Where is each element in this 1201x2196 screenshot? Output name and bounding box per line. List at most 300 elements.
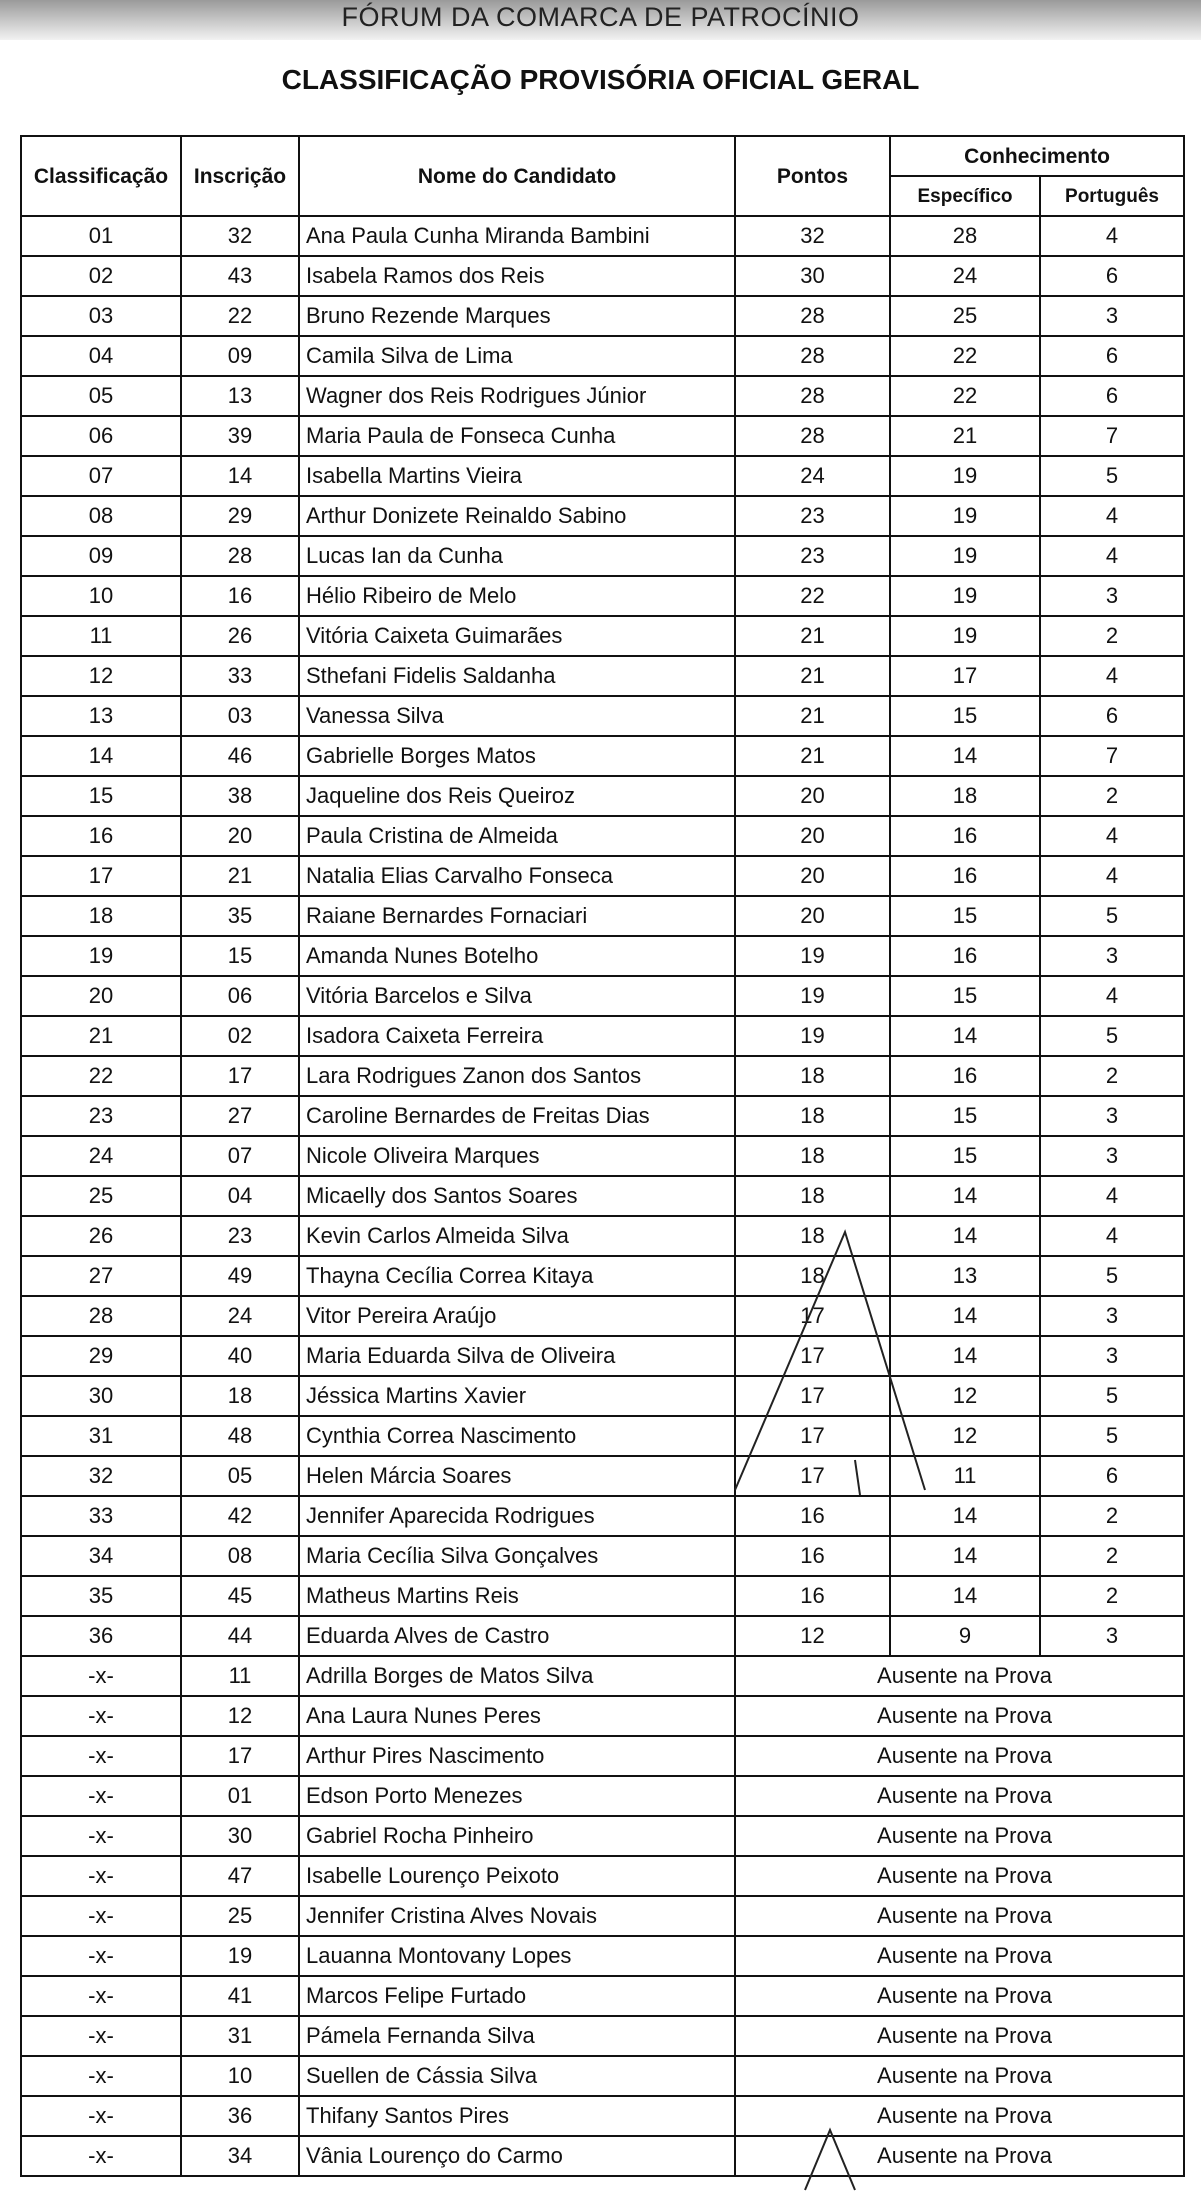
portugues-cell: 6 (1040, 376, 1184, 416)
pontos-cell: 16 (735, 1496, 890, 1536)
candidate-name-cell: Natalia Elias Carvalho Fonseca (299, 856, 735, 896)
classification-table (20, 135, 1185, 2177)
table-row (21, 336, 1184, 376)
table-row (21, 1136, 1184, 1176)
portugues-cell: 5 (1040, 1016, 1184, 1056)
table-row (21, 1096, 1184, 1136)
table-row (21, 416, 1184, 456)
portugues-cell: 6 (1040, 1456, 1184, 1496)
portugues-cell: 3 (1040, 1296, 1184, 1336)
table-row-absent (21, 1816, 1184, 1856)
inscricao-cell: 45 (181, 1576, 299, 1616)
table-row (21, 1176, 1184, 1216)
inscricao-cell: 23 (181, 1216, 299, 1256)
inscricao-cell: 06 (181, 976, 299, 1016)
especifico-cell: 14 (890, 1016, 1040, 1056)
portugues-cell: 4 (1040, 816, 1184, 856)
pontos-cell: 32 (735, 216, 890, 256)
absent-status-cell: Ausente na Prova (735, 1656, 1184, 1696)
classificacao-cell: -x- (21, 2016, 181, 2056)
classificacao-cell: 30 (21, 1376, 181, 1416)
table-row-absent (21, 2056, 1184, 2096)
portugues-cell: 7 (1040, 736, 1184, 776)
candidate-name-cell: Ana Paula Cunha Miranda Bambini (299, 216, 735, 256)
portugues-cell: 4 (1040, 1216, 1184, 1256)
table-row (21, 1016, 1184, 1056)
table-row-absent (21, 1856, 1184, 1896)
especifico-cell: 12 (890, 1376, 1040, 1416)
portugues-cell: 6 (1040, 696, 1184, 736)
candidate-name-cell: Isabella Martins Vieira (299, 456, 735, 496)
classificacao-cell: -x- (21, 2136, 181, 2176)
table-row (21, 1256, 1184, 1296)
classificacao-cell: 24 (21, 1136, 181, 1176)
table-row-absent (21, 1736, 1184, 1776)
table-row-absent (21, 2016, 1184, 2056)
table-row (21, 736, 1184, 776)
table-row (21, 576, 1184, 616)
especifico-cell: 19 (890, 576, 1040, 616)
candidate-name-cell: Hélio Ribeiro de Melo (299, 576, 735, 616)
classificacao-cell: 29 (21, 1336, 181, 1376)
especifico-cell: 9 (890, 1616, 1040, 1656)
inscricao-cell: 46 (181, 736, 299, 776)
candidate-name-cell: Isabelle Lourenço Peixoto (299, 1856, 735, 1896)
portugues-cell: 6 (1040, 256, 1184, 296)
candidate-name-cell: Edson Porto Menezes (299, 1776, 735, 1816)
inscricao-cell: 03 (181, 696, 299, 736)
pontos-cell: 20 (735, 856, 890, 896)
table-row (21, 816, 1184, 856)
candidate-name-cell: Marcos Felipe Furtado (299, 1976, 735, 2016)
pontos-cell: 21 (735, 696, 890, 736)
pontos-cell: 21 (735, 736, 890, 776)
classificacao-cell: 19 (21, 936, 181, 976)
classificacao-cell: 32 (21, 1456, 181, 1496)
col-pontos-header: Pontos (735, 136, 890, 216)
inscricao-cell: 42 (181, 1496, 299, 1536)
candidate-name-cell: Maria Eduarda Silva de Oliveira (299, 1336, 735, 1376)
absent-status-cell: Ausente na Prova (735, 1896, 1184, 1936)
classificacao-cell: 13 (21, 696, 181, 736)
portugues-cell: 7 (1040, 416, 1184, 456)
pontos-cell: 16 (735, 1576, 890, 1616)
portugues-cell: 3 (1040, 576, 1184, 616)
candidate-name-cell: Bruno Rezende Marques (299, 296, 735, 336)
classificacao-cell: 34 (21, 1536, 181, 1576)
candidate-name-cell: Gabriel Rocha Pinheiro (299, 1816, 735, 1856)
institution-title: FÓRUM DA COMARCA DE PATROCÍNIO (341, 2, 860, 32)
classificacao-cell: -x- (21, 2056, 181, 2096)
portugues-cell: 5 (1040, 1416, 1184, 1456)
table-row-absent (21, 2136, 1184, 2176)
pontos-cell: 21 (735, 616, 890, 656)
portugues-cell: 2 (1040, 1536, 1184, 1576)
inscricao-cell: 41 (181, 1976, 299, 2016)
candidate-name-cell: Lara Rodrigues Zanon dos Santos (299, 1056, 735, 1096)
classificacao-cell: 16 (21, 816, 181, 856)
especifico-cell: 14 (890, 1216, 1040, 1256)
table-row (21, 1216, 1184, 1256)
table-row (21, 1336, 1184, 1376)
inscricao-cell: 16 (181, 576, 299, 616)
classificacao-cell: -x- (21, 1856, 181, 1896)
portugues-cell: 2 (1040, 776, 1184, 816)
candidate-name-cell: Vanessa Silva (299, 696, 735, 736)
classificacao-cell: 28 (21, 1296, 181, 1336)
classificacao-cell: -x- (21, 1736, 181, 1776)
pontos-cell: 17 (735, 1296, 890, 1336)
inscricao-cell: 34 (181, 2136, 299, 2176)
especifico-cell: 15 (890, 1136, 1040, 1176)
classificacao-cell: 04 (21, 336, 181, 376)
portugues-cell: 4 (1040, 496, 1184, 536)
classificacao-cell: -x- (21, 1816, 181, 1856)
table-header (21, 136, 1184, 216)
inscricao-cell: 20 (181, 816, 299, 856)
candidate-name-cell: Maria Cecília Silva Gonçalves (299, 1536, 735, 1576)
candidate-name-cell: Lucas Ian da Cunha (299, 536, 735, 576)
absent-status-cell: Ausente na Prova (735, 1736, 1184, 1776)
table-body (21, 216, 1184, 2176)
portugues-cell: 4 (1040, 976, 1184, 1016)
inscricao-cell: 33 (181, 656, 299, 696)
classificacao-cell: 03 (21, 296, 181, 336)
table-row (21, 896, 1184, 936)
candidate-name-cell: Eduarda Alves de Castro (299, 1616, 735, 1656)
table-row (21, 1376, 1184, 1416)
inscricao-cell: 25 (181, 1896, 299, 1936)
table-row (21, 1576, 1184, 1616)
inscricao-cell: 26 (181, 616, 299, 656)
classificacao-cell: -x- (21, 1936, 181, 1976)
especifico-cell: 16 (890, 936, 1040, 976)
col-especifico-header: Específico (890, 176, 1040, 216)
especifico-cell: 17 (890, 656, 1040, 696)
candidate-name-cell: Vitória Caixeta Guimarães (299, 616, 735, 656)
inscricao-cell: 30 (181, 1816, 299, 1856)
classificacao-cell: 15 (21, 776, 181, 816)
inscricao-cell: 10 (181, 2056, 299, 2096)
inscricao-cell: 19 (181, 1936, 299, 1976)
col-portugues-header: Português (1040, 176, 1184, 216)
portugues-cell: 4 (1040, 656, 1184, 696)
table-row (21, 776, 1184, 816)
table-row (21, 1496, 1184, 1536)
pontos-cell: 28 (735, 416, 890, 456)
especifico-cell: 14 (890, 1176, 1040, 1216)
inscricao-cell: 27 (181, 1096, 299, 1136)
inscricao-cell: 12 (181, 1696, 299, 1736)
inscricao-cell: 15 (181, 936, 299, 976)
inscricao-cell: 32 (181, 216, 299, 256)
classificacao-cell: -x- (21, 1656, 181, 1696)
absent-status-cell: Ausente na Prova (735, 2096, 1184, 2136)
inscricao-cell: 05 (181, 1456, 299, 1496)
col-inscricao-header: Inscrição (181, 136, 299, 216)
especifico-cell: 14 (890, 1496, 1040, 1536)
pontos-cell: 17 (735, 1416, 890, 1456)
pontos-cell: 21 (735, 656, 890, 696)
table-row (21, 376, 1184, 416)
especifico-cell: 22 (890, 336, 1040, 376)
especifico-cell: 13 (890, 1256, 1040, 1296)
inscricao-cell: 17 (181, 1736, 299, 1776)
table-row-absent (21, 1696, 1184, 1736)
classificacao-cell: 17 (21, 856, 181, 896)
portugues-cell: 3 (1040, 936, 1184, 976)
table-row (21, 256, 1184, 296)
table-row (21, 656, 1184, 696)
pontos-cell: 18 (735, 1136, 890, 1176)
portugues-cell: 2 (1040, 616, 1184, 656)
classificacao-cell: 09 (21, 536, 181, 576)
candidate-name-cell: Arthur Pires Nascimento (299, 1736, 735, 1776)
candidate-name-cell: Ana Laura Nunes Peres (299, 1696, 735, 1736)
inscricao-cell: 21 (181, 856, 299, 896)
especifico-cell: 18 (890, 776, 1040, 816)
inscricao-cell: 36 (181, 2096, 299, 2136)
especifico-cell: 14 (890, 1576, 1040, 1616)
pontos-cell: 17 (735, 1456, 890, 1496)
especifico-cell: 24 (890, 256, 1040, 296)
pontos-cell: 17 (735, 1376, 890, 1416)
candidate-name-cell: Amanda Nunes Botelho (299, 936, 735, 976)
especifico-cell: 11 (890, 1456, 1040, 1496)
portugues-cell: 3 (1040, 1136, 1184, 1176)
candidate-name-cell: Micaelly dos Santos Soares (299, 1176, 735, 1216)
classificacao-cell: 05 (21, 376, 181, 416)
classificacao-cell: 07 (21, 456, 181, 496)
candidate-name-cell: Helen Márcia Soares (299, 1456, 735, 1496)
pontos-cell: 22 (735, 576, 890, 616)
classificacao-cell: 33 (21, 1496, 181, 1536)
classificacao-cell: 26 (21, 1216, 181, 1256)
pontos-cell: 18 (735, 1176, 890, 1216)
col-classificacao-header: Classificação (21, 136, 181, 216)
classificacao-cell: -x- (21, 1696, 181, 1736)
table-row (21, 856, 1184, 896)
table-row (21, 936, 1184, 976)
inscricao-cell: 01 (181, 1776, 299, 1816)
pontos-cell: 23 (735, 536, 890, 576)
portugues-cell: 3 (1040, 1096, 1184, 1136)
inscricao-cell: 24 (181, 1296, 299, 1336)
portugues-cell: 4 (1040, 1176, 1184, 1216)
portugues-cell: 5 (1040, 1376, 1184, 1416)
especifico-cell: 16 (890, 856, 1040, 896)
table-row (21, 496, 1184, 536)
classificacao-cell: 27 (21, 1256, 181, 1296)
portugues-cell: 3 (1040, 1336, 1184, 1376)
pontos-cell: 24 (735, 456, 890, 496)
classificacao-cell: -x- (21, 2096, 181, 2136)
classificacao-cell: 01 (21, 216, 181, 256)
especifico-cell: 28 (890, 216, 1040, 256)
especifico-cell: 15 (890, 896, 1040, 936)
inscricao-cell: 14 (181, 456, 299, 496)
classificacao-cell: 35 (21, 1576, 181, 1616)
table-row (21, 1456, 1184, 1496)
candidate-name-cell: Raiane Bernardes Fornaciari (299, 896, 735, 936)
absent-status-cell: Ausente na Prova (735, 2016, 1184, 2056)
inscricao-cell: 09 (181, 336, 299, 376)
candidate-name-cell: Suellen de Cássia Silva (299, 2056, 735, 2096)
portugues-cell: 2 (1040, 1056, 1184, 1096)
absent-status-cell: Ausente na Prova (735, 1856, 1184, 1896)
candidate-name-cell: Vitória Barcelos e Silva (299, 976, 735, 1016)
especifico-cell: 22 (890, 376, 1040, 416)
portugues-cell: 3 (1040, 296, 1184, 336)
col-nome-header: Nome do Candidato (299, 136, 735, 216)
classification-sheet (20, 135, 1185, 2177)
table-row (21, 1616, 1184, 1656)
pontos-cell: 19 (735, 976, 890, 1016)
table-row-absent (21, 1896, 1184, 1936)
absent-status-cell: Ausente na Prova (735, 2056, 1184, 2096)
candidate-name-cell: Nicole Oliveira Marques (299, 1136, 735, 1176)
especifico-cell: 14 (890, 1296, 1040, 1336)
candidate-name-cell: Pámela Fernanda Silva (299, 2016, 735, 2056)
inscricao-cell: 39 (181, 416, 299, 456)
especifico-cell: 21 (890, 416, 1040, 456)
table-row-absent (21, 1976, 1184, 2016)
pontos-cell: 20 (735, 816, 890, 856)
classificacao-cell: 06 (21, 416, 181, 456)
table-row (21, 536, 1184, 576)
classificacao-cell: 23 (21, 1096, 181, 1136)
inscricao-cell: 17 (181, 1056, 299, 1096)
pontos-cell: 18 (735, 1216, 890, 1256)
classificacao-cell: 10 (21, 576, 181, 616)
portugues-cell: 5 (1040, 456, 1184, 496)
classificacao-cell: 18 (21, 896, 181, 936)
especifico-cell: 14 (890, 1536, 1040, 1576)
portugues-cell: 4 (1040, 216, 1184, 256)
absent-status-cell: Ausente na Prova (735, 1696, 1184, 1736)
absent-status-cell: Ausente na Prova (735, 1816, 1184, 1856)
table-row (21, 1056, 1184, 1096)
portugues-cell: 3 (1040, 1616, 1184, 1656)
inscricao-cell: 31 (181, 2016, 299, 2056)
inscricao-cell: 02 (181, 1016, 299, 1056)
pontos-cell: 19 (735, 1016, 890, 1056)
col-conhecimento-header: Conhecimento (890, 136, 1184, 176)
especifico-cell: 15 (890, 976, 1040, 1016)
classificacao-cell: -x- (21, 1776, 181, 1816)
pontos-cell: 23 (735, 496, 890, 536)
classificacao-cell: 36 (21, 1616, 181, 1656)
absent-status-cell: Ausente na Prova (735, 2136, 1184, 2176)
portugues-cell: 2 (1040, 1576, 1184, 1616)
pontos-cell: 19 (735, 936, 890, 976)
portugues-cell: 4 (1040, 536, 1184, 576)
pontos-cell: 28 (735, 296, 890, 336)
inscricao-cell: 48 (181, 1416, 299, 1456)
candidate-name-cell: Vânia Lourenço do Carmo (299, 2136, 735, 2176)
inscricao-cell: 04 (181, 1176, 299, 1216)
candidate-name-cell: Isabela Ramos dos Reis (299, 256, 735, 296)
classificacao-cell: -x- (21, 1896, 181, 1936)
candidate-name-cell: Thayna Cecília Correa Kitaya (299, 1256, 735, 1296)
inscricao-cell: 38 (181, 776, 299, 816)
inscricao-cell: 40 (181, 1336, 299, 1376)
table-row-absent (21, 1656, 1184, 1696)
pontos-cell: 20 (735, 776, 890, 816)
table-row-absent (21, 1936, 1184, 1976)
absent-status-cell: Ausente na Prova (735, 1936, 1184, 1976)
candidate-name-cell: Kevin Carlos Almeida Silva (299, 1216, 735, 1256)
table-row (21, 1296, 1184, 1336)
candidate-name-cell: Jaqueline dos Reis Queiroz (299, 776, 735, 816)
candidate-name-cell: Lauanna Montovany Lopes (299, 1936, 735, 1976)
inscricao-cell: 18 (181, 1376, 299, 1416)
candidate-name-cell: Gabrielle Borges Matos (299, 736, 735, 776)
inscricao-cell: 47 (181, 1856, 299, 1896)
especifico-cell: 14 (890, 736, 1040, 776)
absent-status-cell: Ausente na Prova (735, 1976, 1184, 2016)
candidate-name-cell: Paula Cristina de Almeida (299, 816, 735, 856)
inscricao-cell: 44 (181, 1616, 299, 1656)
classificacao-cell: -x- (21, 1976, 181, 2016)
table-row-absent (21, 1776, 1184, 1816)
especifico-cell: 16 (890, 816, 1040, 856)
portugues-cell: 4 (1040, 856, 1184, 896)
pontos-cell: 20 (735, 896, 890, 936)
absent-status-cell: Ausente na Prova (735, 1776, 1184, 1816)
especifico-cell: 25 (890, 296, 1040, 336)
inscricao-cell: 35 (181, 896, 299, 936)
table-row (21, 696, 1184, 736)
pontos-cell: 17 (735, 1336, 890, 1376)
portugues-cell: 5 (1040, 896, 1184, 936)
candidate-name-cell: Jéssica Martins Xavier (299, 1376, 735, 1416)
candidate-name-cell: Jennifer Cristina Alves Novais (299, 1896, 735, 1936)
candidate-name-cell: Sthefani Fidelis Saldanha (299, 656, 735, 696)
candidate-name-cell: Thifany Santos Pires (299, 2096, 735, 2136)
pontos-cell: 28 (735, 376, 890, 416)
classificacao-cell: 31 (21, 1416, 181, 1456)
table-row (21, 216, 1184, 256)
especifico-cell: 14 (890, 1336, 1040, 1376)
inscricao-cell: 13 (181, 376, 299, 416)
classificacao-cell: 02 (21, 256, 181, 296)
candidate-name-cell: Arthur Donizete Reinaldo Sabino (299, 496, 735, 536)
pontos-cell: 18 (735, 1256, 890, 1296)
candidate-name-cell: Wagner dos Reis Rodrigues Júnior (299, 376, 735, 416)
table-row (21, 616, 1184, 656)
pontos-cell: 16 (735, 1536, 890, 1576)
pontos-cell: 18 (735, 1056, 890, 1096)
classificacao-cell: 12 (21, 656, 181, 696)
candidate-name-cell: Vitor Pereira Araújo (299, 1296, 735, 1336)
inscricao-cell: 49 (181, 1256, 299, 1296)
classificacao-cell: 11 (21, 616, 181, 656)
candidate-name-cell: Jennifer Aparecida Rodrigues (299, 1496, 735, 1536)
classificacao-cell: 20 (21, 976, 181, 1016)
especifico-cell: 19 (890, 496, 1040, 536)
classificacao-cell: 08 (21, 496, 181, 536)
portugues-cell: 6 (1040, 336, 1184, 376)
table-row (21, 1416, 1184, 1456)
table-row (21, 456, 1184, 496)
inscricao-cell: 43 (181, 256, 299, 296)
table-row (21, 976, 1184, 1016)
inscricao-cell: 08 (181, 1536, 299, 1576)
especifico-cell: 12 (890, 1416, 1040, 1456)
pontos-cell: 18 (735, 1096, 890, 1136)
pontos-cell: 12 (735, 1616, 890, 1656)
